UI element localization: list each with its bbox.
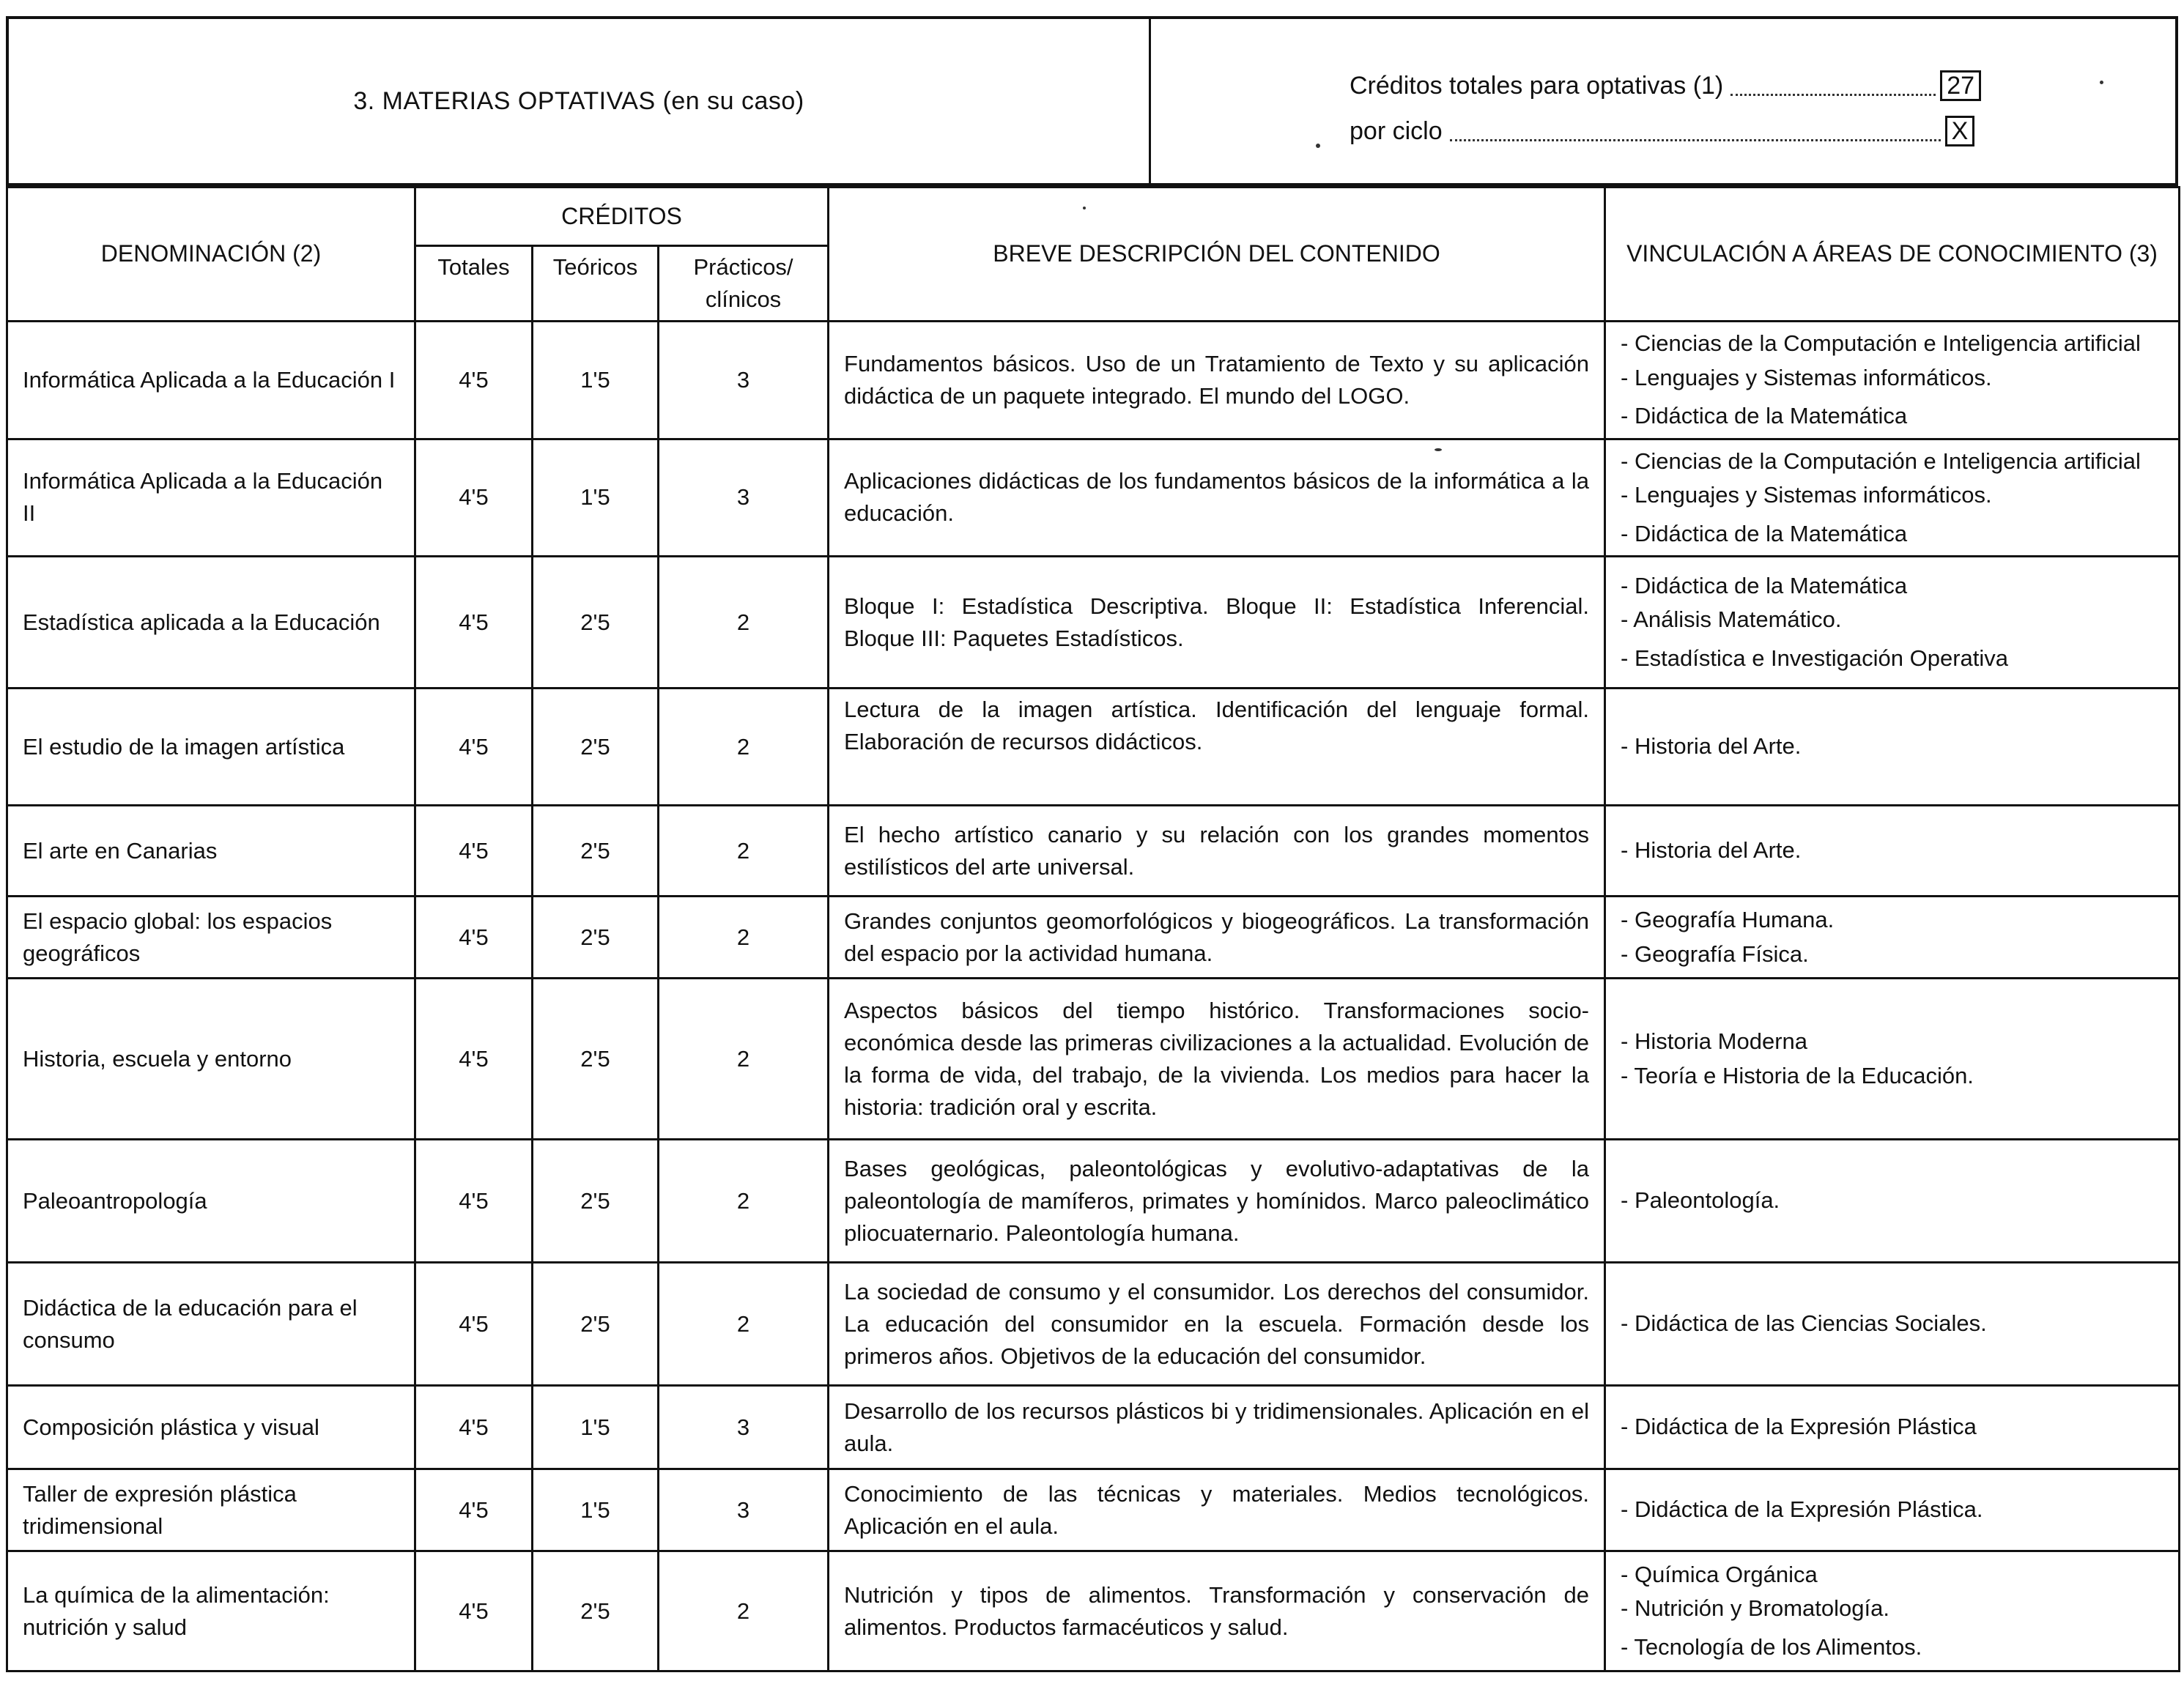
- knowledge-areas: [1605, 322, 2180, 439]
- section-title: 3. MATERIAS OPTATIVAS (en su caso): [353, 86, 804, 115]
- knowledge-areas: [1605, 1140, 2180, 1263]
- area-item: - Química Orgánica: [1621, 1561, 1818, 1587]
- credits-practicos: 2: [659, 1140, 829, 1263]
- area-item: - Historia Moderna: [1621, 1028, 1807, 1055]
- table-row: [7, 322, 2180, 439]
- subject-description: Aplicaciones didácticas de los fundamentos básicos de la informática a la educación.: [829, 439, 1605, 557]
- area-item: - Didáctica de las Ciencias Sociales.: [1621, 1310, 1987, 1337]
- area-item: - Nutrición y Bromatología.: [1621, 1595, 1889, 1622]
- credits-practicos: 3: [659, 1469, 829, 1551]
- scan-speck: [2100, 81, 2103, 84]
- header-teoricos: Teóricos: [533, 246, 659, 322]
- subject-name: Informática Aplicada a la Educación I: [7, 322, 415, 439]
- header-divider: [1149, 19, 1151, 183]
- area-item: - Lenguajes y Sistemas informáticos.: [1621, 482, 1992, 508]
- area-item: - Tecnología de los Alimentos.: [1621, 1633, 1922, 1660]
- table-row: [7, 439, 2180, 557]
- credits-teoricos: 1'5: [533, 322, 659, 439]
- subject-name: Informática Aplicada a la Educación II: [7, 439, 415, 557]
- credits-total-line: [1350, 63, 1981, 108]
- header-practicos: Prácticos/ clínicos: [659, 246, 829, 322]
- per-cycle-value: X: [1945, 116, 1975, 146]
- table-row: [7, 1140, 2180, 1263]
- table-row: [7, 557, 2180, 689]
- credits-practicos: 2: [659, 979, 829, 1140]
- header-vinculacion: VINCULACIÓN A ÁREAS DE CONOCIMIENTO (3): [1605, 188, 2180, 322]
- header-totales: Totales: [415, 246, 533, 322]
- subject-name: El espacio global: los espacios geográficos: [7, 897, 415, 979]
- header-box: [6, 16, 2178, 186]
- credits-teoricos: 2'5: [533, 1140, 659, 1263]
- subject-description: El hecho artístico canario y su relación con los grandes momentos estilísticos del arte universal.: [829, 806, 1605, 897]
- credits-totales: 4'5: [415, 557, 533, 689]
- credits-totales: 4'5: [415, 897, 533, 979]
- credits-totales: 4'5: [415, 1386, 533, 1469]
- credits-teoricos: 2'5: [533, 557, 659, 689]
- credits-teoricos: 2'5: [533, 979, 659, 1140]
- credits-practicos: 2: [659, 1263, 829, 1386]
- subject-name: El arte en Canarias: [7, 806, 415, 897]
- table-row: [7, 1386, 2180, 1469]
- area-item: - Didáctica de la Matemática: [1621, 572, 1908, 598]
- knowledge-areas: [1605, 1469, 2180, 1551]
- credits-teoricos: 2'5: [533, 1263, 659, 1386]
- table-row: [7, 1263, 2180, 1386]
- knowledge-areas: [1605, 897, 2180, 979]
- subject-description: Bases geológicas, paleontológicas y evolutivo-adaptativas de la paleontología de mamíferos, primates y homínidos. Marco paleoclimático pliocuaternario. Paleontología humana.: [829, 1140, 1605, 1263]
- scan-speck: [1316, 144, 1320, 148]
- header-denominacion: DENOMINACIÓN (2): [7, 188, 415, 322]
- subject-name: Didáctica de la educación para el consumo: [7, 1263, 415, 1386]
- knowledge-areas: [1605, 806, 2180, 897]
- per-cycle-line: [1350, 108, 1981, 154]
- area-item: - Geografía Humana.: [1621, 907, 1835, 933]
- subject-name: Historia, escuela y entorno: [7, 979, 415, 1140]
- subject-description: Nutrición y tipos de alimentos. Transformación y conservación de alimentos. Productos farmacéuticos y salud.: [829, 1551, 1605, 1671]
- area-item: - Didáctica de la Expresión Plástica: [1621, 1414, 1977, 1440]
- table-row: [7, 689, 2180, 806]
- area-item: - Historia del Arte.: [1621, 837, 1802, 864]
- credits-totales: 4'5: [415, 689, 533, 806]
- credits-totales: 4'5: [415, 322, 533, 439]
- area-item: - Paleontología.: [1621, 1187, 1780, 1214]
- table-row: [7, 979, 2180, 1140]
- credits-practicos: 3: [659, 439, 829, 557]
- subject-description: Grandes conjuntos geomorfológicos y biogeográficos. La transformación del espacio por la actividad humana.: [829, 897, 1605, 979]
- subject-description: Bloque I: Estadística Descriptiva. Bloque II: Estadística Inferencial. Bloque III: Paquetes Estadísticos.: [829, 557, 1605, 689]
- credits-practicos: 2: [659, 1551, 829, 1671]
- area-item: - Didáctica de la Matemática: [1621, 520, 1908, 546]
- dotted-leader: [1730, 76, 1936, 96]
- table-row: [7, 1469, 2180, 1551]
- subject-name: Composición plástica y visual: [7, 1386, 415, 1469]
- dotted-leader: [1450, 122, 1941, 141]
- area-item: - Teoría e Historia de la Educación.: [1621, 1062, 1974, 1088]
- credits-teoricos: 2'5: [533, 1551, 659, 1671]
- credits-summary: [1350, 63, 1981, 154]
- scan-speck: [1083, 207, 1086, 209]
- credits-totales: 4'5: [415, 1263, 533, 1386]
- credits-practicos: 2: [659, 557, 829, 689]
- credits-totales: 4'5: [415, 1469, 533, 1551]
- subject-name: La química de la alimentación: nutrición y salud: [7, 1551, 415, 1671]
- knowledge-areas: [1605, 689, 2180, 806]
- subject-description: Conocimiento de las técnicas y materiales. Medios tecnológicos. Aplicación en el aula.: [829, 1469, 1605, 1551]
- credits-totales: 4'5: [415, 439, 533, 557]
- credits-total-value: 27: [1940, 70, 1981, 101]
- knowledge-areas: [1605, 1263, 2180, 1386]
- credits-teoricos: 2'5: [533, 689, 659, 806]
- table-row: [7, 897, 2180, 979]
- subject-name: Estadística aplicada a la Educación: [7, 557, 415, 689]
- area-item: - Ciencias de la Computación e Inteligencia artificial: [1621, 330, 2141, 357]
- credits-totales: 4'5: [415, 1551, 533, 1671]
- credits-total-label: Créditos totales para optativas (1): [1350, 71, 1724, 100]
- credits-teoricos: 1'5: [533, 1469, 659, 1551]
- knowledge-areas: [1605, 979, 2180, 1140]
- credits-practicos: 3: [659, 322, 829, 439]
- optional-subjects-table: [6, 186, 2180, 1672]
- credits-totales: 4'5: [415, 979, 533, 1140]
- area-item: - Didáctica de la Matemática: [1621, 403, 1908, 429]
- credits-totales: 4'5: [415, 1140, 533, 1263]
- knowledge-areas: [1605, 1551, 2180, 1671]
- area-item: - Didáctica de la Expresión Plástica.: [1621, 1496, 1983, 1523]
- credits-teoricos: 1'5: [533, 439, 659, 557]
- subject-name: Paleoantropología: [7, 1140, 415, 1263]
- area-item: - Ciencias de la Computación e Inteligencia artificial: [1621, 448, 2141, 474]
- subject-name: Taller de expresión plástica tridimensional: [7, 1469, 415, 1551]
- credits-teoricos: 2'5: [533, 806, 659, 897]
- area-item: - Geografía Física.: [1621, 940, 1809, 967]
- subject-description: Fundamentos básicos. Uso de un Tratamiento de Texto y su aplicación didáctica de un paquete integrado. El mundo del LOGO.: [829, 322, 1605, 439]
- subject-name: El estudio de la imagen artística: [7, 689, 415, 806]
- credits-practicos: 2: [659, 689, 829, 806]
- scan-speck: [1435, 448, 1442, 451]
- credits-practicos: 2: [659, 897, 829, 979]
- table-row: [7, 1551, 2180, 1671]
- area-item: - Historia del Arte.: [1621, 733, 1802, 760]
- area-item: - Análisis Matemático.: [1621, 606, 1842, 633]
- subject-description: Aspectos básicos del tiempo histórico. Transformaciones socio-económica desde las primeras civilizaciones a la actualidad. Evolución de la forma de vida, del trabajo, de la vivienda. Los medios para hacer la historia: tradición oral y escrita.: [829, 979, 1605, 1140]
- knowledge-areas: [1605, 557, 2180, 689]
- credits-practicos: 3: [659, 1386, 829, 1469]
- header-creditos: CRÉDITOS: [415, 188, 829, 246]
- table-row: [7, 806, 2180, 897]
- subject-description: La sociedad de consumo y el consumidor. Los derechos del consumidor. La educación del consumidor en la escuela. Formación desde los primeros años. Objetivos de la educación del consumidor.: [829, 1263, 1605, 1386]
- credits-teoricos: 1'5: [533, 1386, 659, 1469]
- area-item: - Estadística e Investigación Operativa: [1621, 645, 2008, 671]
- credits-totales: 4'5: [415, 806, 533, 897]
- area-item: - Lenguajes y Sistemas informáticos.: [1621, 364, 1992, 390]
- knowledge-areas: [1605, 439, 2180, 557]
- knowledge-areas: [1605, 1386, 2180, 1469]
- subject-description: Desarrollo de los recursos plásticos bi y tridimensionales. Aplicación en el aula.: [829, 1386, 1605, 1469]
- subject-description: Lectura de la imagen artística. Identificación del lenguaje formal. Elaboración de recursos didácticos.: [829, 689, 1605, 806]
- credits-teoricos: 2'5: [533, 897, 659, 979]
- per-cycle-label: por ciclo: [1350, 116, 1443, 145]
- header-descripcion: BREVE DESCRIPCIÓN DEL CONTENIDO: [829, 188, 1605, 322]
- credits-practicos: 2: [659, 806, 829, 897]
